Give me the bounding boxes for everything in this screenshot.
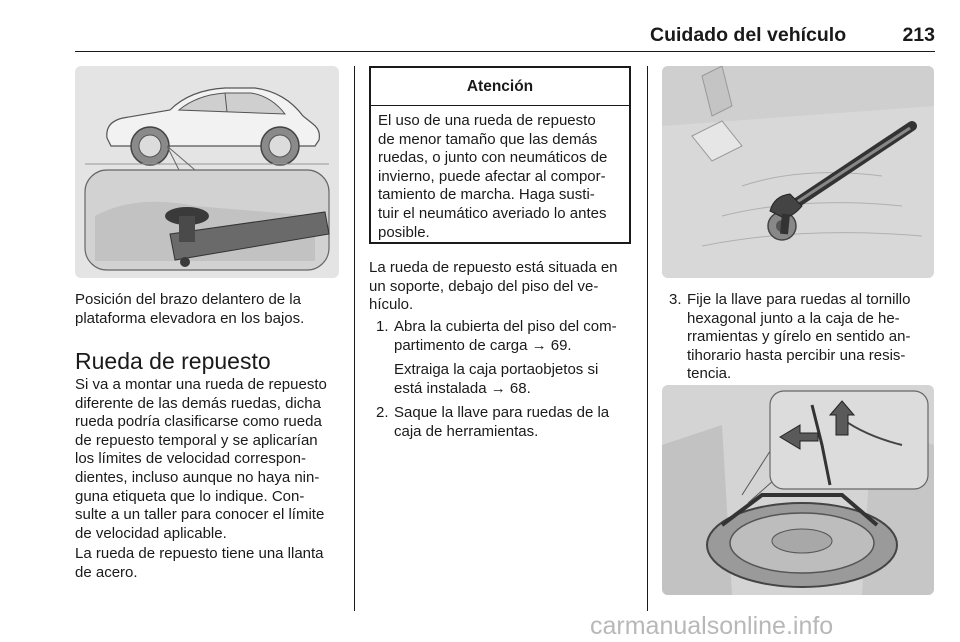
- attention-line: tuir el neumático averiado lo antes: [378, 204, 607, 222]
- paragraph-line: hículo.: [369, 296, 414, 314]
- wrench-on-bolt-illustration: [662, 66, 934, 278]
- step-line: Saque la llave para ruedas de la: [394, 404, 610, 422]
- attention-body: [371, 106, 629, 242]
- watermark: carmanualsonline.info: [590, 612, 834, 640]
- step-number: 2.: [376, 404, 389, 422]
- step-line: Abra la cubierta del piso del com-: [394, 318, 617, 335]
- paragraph-line: Si va a montar una rueda de repuesto: [75, 376, 327, 393]
- attention-line: invierno, puede afectar al compor-: [378, 167, 606, 185]
- paragraph-line: dientes, incluso aunque no haya nin-: [75, 468, 320, 486]
- paragraph-line: La rueda de repuesto tiene una llanta: [75, 545, 324, 562]
- attention-line: tamiento de marcha. Haga susti-: [378, 186, 595, 204]
- step-3: [662, 291, 942, 384]
- column-divider-right: [647, 66, 648, 611]
- section-heading: Rueda de repuesto: [75, 348, 271, 374]
- step-line: rramientas y gírelo en sentido an-: [687, 328, 911, 346]
- step-2: [369, 404, 644, 441]
- spare-wheel-carrier-illustration: [662, 385, 934, 595]
- step-line: tencia.: [687, 365, 732, 383]
- paragraph-line: un soporte, debajo del piso del ve-: [369, 277, 599, 295]
- paragraph-line: guna etiqueta que lo indique. Con-: [75, 487, 305, 505]
- attention-line: posible.: [378, 223, 430, 241]
- paragraph-line: de acero.: [75, 563, 138, 581]
- attention-line: de menor tamaño que las demás: [378, 130, 598, 148]
- paragraph-line: diferente de las demás ruedas, dicha: [75, 394, 321, 412]
- step-line: Extraiga la caja portaobjetos si: [394, 361, 599, 379]
- paragraph-line: rueda podría clasificarse como rueda: [75, 413, 322, 431]
- header-rule: [75, 51, 935, 52]
- step-line: partimento de carga → 69.: [394, 336, 572, 354]
- figure-caption: [75, 291, 345, 328]
- caption-line: Posición del brazo delantero de la: [75, 291, 301, 308]
- step-1-note: [369, 361, 644, 398]
- steel-rim-paragraph: [75, 545, 350, 582]
- step-line: hexagonal junto a la caja de he-: [687, 309, 900, 327]
- header-title: Cuidado del vehículo: [650, 24, 847, 46]
- step-3-item: [662, 291, 942, 384]
- column-divider-left: [354, 66, 355, 611]
- paragraph-line: sulte a un taller para conocer el límite: [75, 506, 325, 524]
- paragraph-line: La rueda de repuesto está situada en: [369, 259, 618, 276]
- step-number: 1.: [376, 318, 389, 335]
- step-list: [369, 318, 644, 442]
- caption-line: plataforma elevadora en los bajos.: [75, 309, 305, 327]
- spare-wheel-paragraph: [75, 376, 350, 543]
- step-1: [369, 318, 644, 355]
- step-line: caja de herramientas.: [394, 422, 539, 440]
- paragraph-line: los límites de velocidad correspon-: [75, 450, 306, 468]
- lift-point-illustration: [75, 66, 339, 278]
- paragraph-line: de repuesto temporal y se aplicarían: [75, 431, 318, 449]
- attention-line: El uso de una rueda de repuesto: [378, 112, 596, 129]
- attention-line: ruedas, o junto con neumáticos de: [378, 149, 608, 167]
- page-number: 213: [902, 24, 935, 46]
- step-number: 3.: [669, 291, 682, 308]
- location-paragraph: [369, 259, 644, 315]
- step-line: tihorario hasta percibir una resis-: [687, 346, 906, 364]
- attention-box: [369, 66, 631, 244]
- paragraph-line: de velocidad aplicable.: [75, 524, 227, 542]
- attention-title: Atención: [371, 68, 629, 106]
- step-line: está instalada → 68.: [394, 379, 531, 397]
- step-line: Fije la llave para ruedas al tornillo: [687, 291, 911, 308]
